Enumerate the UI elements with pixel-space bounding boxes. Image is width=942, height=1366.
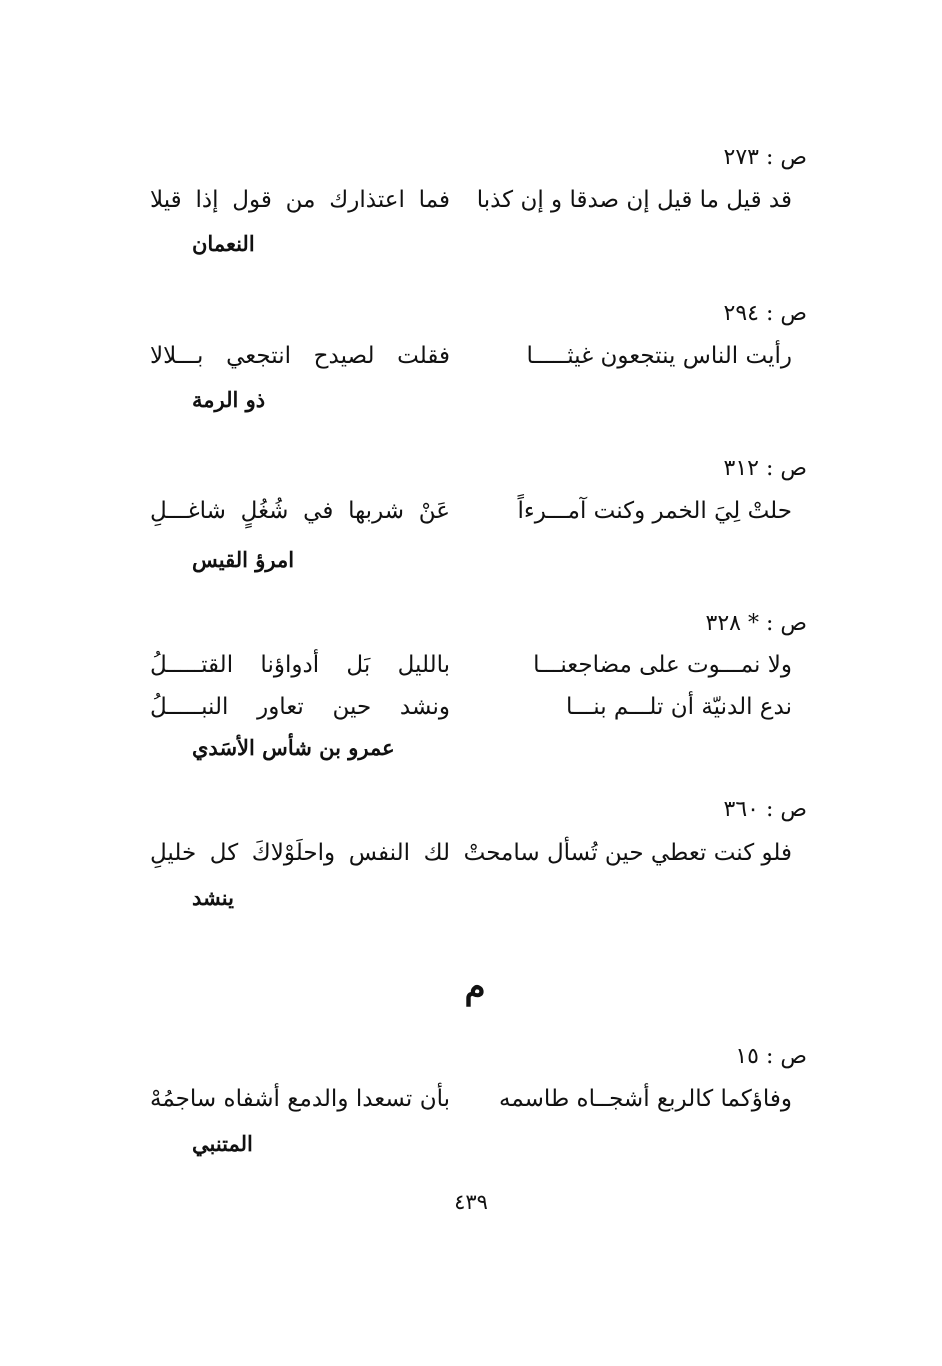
verse-first-hemistich: فلو كنت تعطي حين تُسأل سامحتْ [463,840,792,866]
verse-second-hemistich: عَنْ شربها في شُغُلٍ شاغـــلِ [150,498,450,524]
page-reference: ص : ١٥ [735,1044,807,1069]
verse-line [0,836,942,870]
verse-line [0,183,942,217]
poet-name: عمرو بن شأس الأسَدي [192,735,395,760]
page-reference: ص : ٣٦٠ [723,797,807,822]
poet-name: ينشد [192,885,234,910]
verse-line [0,1082,942,1116]
verse-second-hemistich: فقلت لصيدح انتجعي بـــلالا [150,343,450,369]
poet-name: امرؤ القيس [192,547,295,572]
verse-first-hemistich: وفاؤكما كالربع أشجــاه طاسمه [499,1086,792,1112]
verse-first-hemistich: ندع الدنيّة أن تلـــم بنـــا [566,694,792,720]
verse-first-hemistich: حلتْ لِيَ الخمر وكنت آمـــرءاً [517,498,792,524]
verse-second-hemistich: بأن تسعدا والدمع أشفاه ساجمُهْ [150,1086,450,1112]
verse-line [0,494,942,528]
page-number: ٤٣٩ [454,1190,488,1214]
poet-name: المتنبي [192,1131,253,1156]
page-reference: ص : * ٣٢٨ [705,611,807,636]
verse-line [0,690,942,724]
section-letter-heading: م [464,967,486,1007]
verse-line [0,648,942,682]
verse-first-hemistich: ولا نمـــوت على مضاجعنـــا [533,652,792,678]
page-reference: ص : ٢٧٣ [723,145,807,170]
poet-name: ذو الرمة [192,387,266,412]
verse-second-hemistich: فما اعتذارك من قول إذا قيلا [150,187,450,213]
verse-second-hemistich: بالليل بَل أدواؤنا القتـــــلُ [150,652,450,678]
verse-first-hemistich: قد قيل ما قيل إن صدقا و إن كذبا [476,187,792,213]
verse-second-hemistich: لك النفس واحلَوْلاكَ كل خليلِ [150,840,450,866]
poet-name: النعمان [192,231,255,256]
page-reference: ص : ٣١٢ [723,456,807,481]
page-reference: ص : ٢٩٤ [723,301,807,326]
verse-line [0,339,942,373]
verse-second-hemistich: ونشد حين تعاور النبـــــلُ [150,694,450,720]
verse-first-hemistich: رأيت الناس ينتجعون غيثـــــا [526,343,792,369]
